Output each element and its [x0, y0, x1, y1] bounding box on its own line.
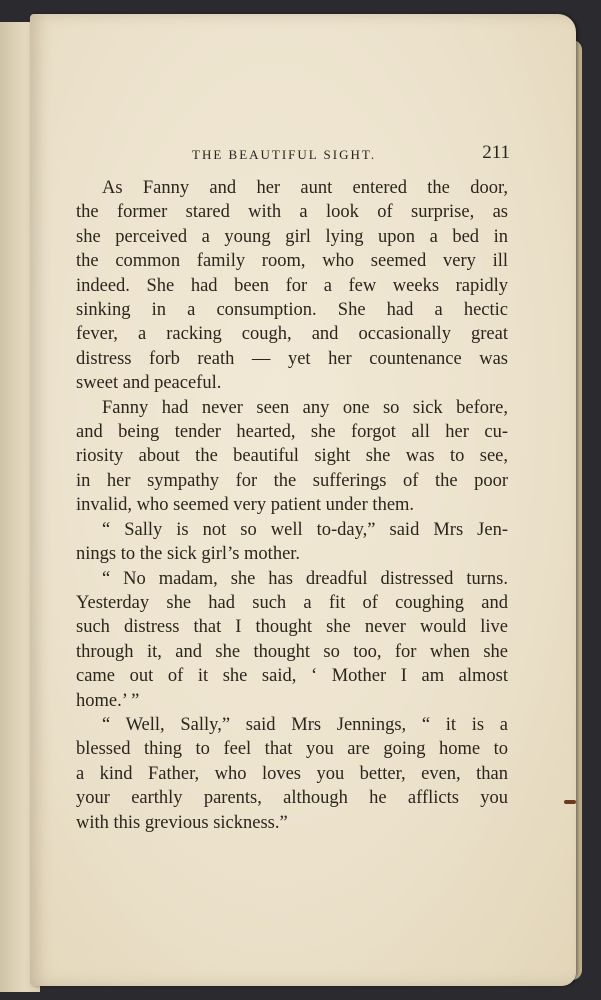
text-line: such distress that I thought she never would live	[76, 617, 508, 638]
paragraph	[76, 713, 508, 835]
text-line: and being tender hearted, she forgot all her cu-	[76, 422, 508, 443]
text-line: she perceived a young girl lying upon a bed in	[76, 226, 508, 247]
text-line: Yesterday she had such a fit of coughing and	[76, 592, 508, 613]
text-line: the former stared with a look of surprise, as	[76, 202, 508, 223]
text-line: your earthly parents, although he afflicts you	[76, 788, 508, 809]
text-line: came out of it she said, ‘ Mother I am almost	[76, 666, 508, 687]
text-line: riosity about the beautiful sight she was to see,	[76, 446, 508, 467]
text-line: Fanny had never seen any one so sick before,	[102, 397, 508, 418]
paragraph	[76, 396, 508, 518]
paragraph	[76, 567, 508, 713]
paragraph	[76, 518, 508, 567]
text-line: indeed. She had been for a few weeks rapidly	[76, 275, 508, 296]
text-line: “ No madam, she has dreadful distressed turns.	[102, 568, 508, 589]
page-body-text	[76, 176, 508, 835]
text-line: the common family room, who seemed very ill	[76, 251, 508, 272]
text-line: home.’ ”	[76, 690, 140, 711]
text-line: distress forb reath — yet her countenance was	[76, 348, 508, 369]
text-line: through it, and she thought so too, for when she	[76, 641, 508, 662]
text-line: in her sympathy for the sufferings of the poor	[76, 470, 508, 491]
text-line: As Fanny and her aunt entered the door,	[102, 178, 508, 198]
text-line: fever, a racking cough, and occasionally great	[76, 324, 508, 345]
running-head-title: THE BEAUTIFUL SIGHT.	[192, 147, 377, 162]
text-line: nings to the sick girl’s mother.	[76, 544, 301, 565]
text-line: “ Well, Sally,” said Mrs Jennings, “ it is a	[102, 714, 508, 735]
text-line: blessed thing to feel that you are going home to	[76, 739, 508, 760]
text-line: sweet and peaceful.	[76, 373, 222, 394]
text-line: a kind Father, who loves you better, even, than	[76, 763, 508, 784]
text-line: “ Sally is not so well to-day,” said Mrs Jen-	[102, 519, 508, 540]
text-line: invalid, who seemed very patient under them.	[76, 495, 415, 516]
page-number: 211	[482, 142, 510, 163]
text-line: sinking in a consumption. She had a hectic	[76, 300, 508, 321]
margin-stain	[564, 800, 576, 804]
text-line: with this grevious sickness.”	[76, 812, 288, 833]
paragraph	[76, 176, 508, 396]
